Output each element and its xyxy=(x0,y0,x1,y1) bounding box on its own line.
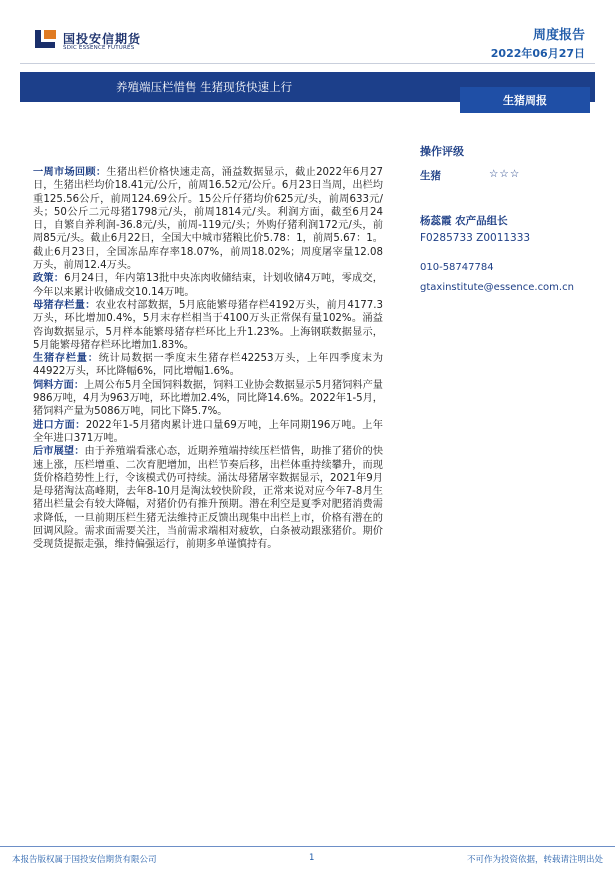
section-text: 由于养殖端看涨心态，近期养殖端持续压栏惜售，助推了猪价的快速上涨，压栏增重、二次育肥增加，出栏节奏后移，出栏体重持续攀升，而现货价格趋势性上行，令该模式仍可持续。涌汰母猪屠宰数据显示，2021年9月是母猪淘汰高峰期，去年8-10月是淘汰较快阶段，正常来说对应今年7-8月生猪出栏量会有较大降幅，对猪价仍有推升预期。潜在利空是夏季对肥猪消费需求降低，一旦前期压栏生猪无法维持正反馈出现集中出栏上市，价格有潜在的回调风险。需求面需要关注，当前需求端相对疲软，白条被动跟涨猪价。期价受现货提振走强，维持偏强运行，前期多单谨慎持有。 xyxy=(33,446,384,551)
company-logo-icon xyxy=(34,27,58,51)
section-imports xyxy=(33,419,383,446)
footer-copyright: 本报告版权属于国投安信期货有限公司 xyxy=(12,855,157,865)
rating-row xyxy=(420,168,605,183)
rating-title: 操作评级 xyxy=(420,145,464,158)
footer-divider xyxy=(0,846,615,847)
section-text: 6月24日，年内第13批中央冻肉收储结束，计划收储4万吨，零成交，今年以来累计收储成交10.14万吨。 xyxy=(33,273,383,298)
report-title: 养殖端压栏惜售 生猪现货快速上行 xyxy=(116,80,293,94)
footer-disclaimer: 不可作为投资依据，转载请注明出处 xyxy=(466,855,603,865)
section-sow-inventory xyxy=(33,299,383,352)
section-text: 统计局数据一季度末生猪存栏42253万头，上年四季度末为44922万头，环比降幅6%，同比增幅1.6%。 xyxy=(33,353,384,378)
page-number: 1 xyxy=(309,853,315,863)
report-type: 周度报告 xyxy=(532,28,585,43)
contact-phone: 010-58747784 xyxy=(420,262,494,273)
section-text: 农业农村部数据，5月底能繁母猪存栏4192万头，前月4177.3万头，环比增加0.4%，5月末存栏相当于4100万头正常保有量102%。涌益咨询数据显示，5月样本能繁母猪存栏环比上升1.23%。上海钢联数据显示，5月能繁母猪存栏环比增加1.83%。 xyxy=(33,299,383,351)
header-divider xyxy=(20,63,595,64)
section-text: 上周公布5月全国饲料数据，饲料工业协会数据显示5月猪饲料产量986万吨，4月为963万吨，环比增加2.4%，同比降14.6%。2022年1-5月，猪饲料产量为5086万吨，同比下降5.7%。 xyxy=(33,379,383,418)
report-body xyxy=(33,166,383,552)
section-heading: 后市展望： xyxy=(33,446,85,458)
rating-product: 生猪 xyxy=(420,170,441,182)
rating-stars-icon: ☆☆☆ xyxy=(489,168,521,180)
company-name-cn: 国投安信期货 xyxy=(63,32,142,46)
section-heading: 一周市场回顾： xyxy=(33,167,107,178)
section-policy xyxy=(33,272,383,299)
section-outlook xyxy=(33,445,383,551)
section-text: 生猪出栏价格快速走高，涌益数据显示，截止2022年6月27日，生猪出栏均价18.41元/公斤，前周16.52元/公斤。6月23日当周，出栏均重125.56公斤，前周124.69公斤。15公斤仔猪均价625元/头，前周633元/头；50公斤二元母猪1798元/头，前周1814元/头。利润方面，截至6月24日，自繁自养利润-36.8元/头，前周-119元/头；外购仔猪利润172元/头，前周85元/头。截止6月22日，全国大中城市猪粮比价5.78：1，前周5.67：1。截止6月23日，全国冻品库存率18.07%，前周18.02%；周度屠宰量12.08万头，前周12.4万头。 xyxy=(33,167,383,272)
section-heading: 政策： xyxy=(33,273,65,285)
analyst-name: 杨蕊霞 农产品组长 xyxy=(420,215,508,227)
contact-email[interactable]: gtaxinstitute@essence.com.cn xyxy=(420,282,574,293)
report-date: 2022年06月27日 xyxy=(490,47,585,60)
section-feed xyxy=(33,379,383,419)
section-heading: 进口方面： xyxy=(33,419,86,431)
rating-sidebar xyxy=(420,143,605,293)
company-name-en: SDIC ESSENCE FUTURES xyxy=(63,45,135,51)
section-heading: 母猪存栏量： xyxy=(33,299,96,311)
section-hog-inventory xyxy=(33,352,383,379)
section-heading: 饲料方面： xyxy=(33,379,85,391)
category-tag-label: 生猪周报 xyxy=(503,94,547,107)
section-market-review xyxy=(33,166,383,272)
section-text: 2022年1-5月猪肉累计进口量69万吨，上年同期196万吨。上年全年进口371万吨。 xyxy=(33,419,383,444)
section-heading: 生猪存栏量： xyxy=(33,353,99,365)
analyst-license-codes: F0285733 Z0011333 xyxy=(420,232,531,244)
